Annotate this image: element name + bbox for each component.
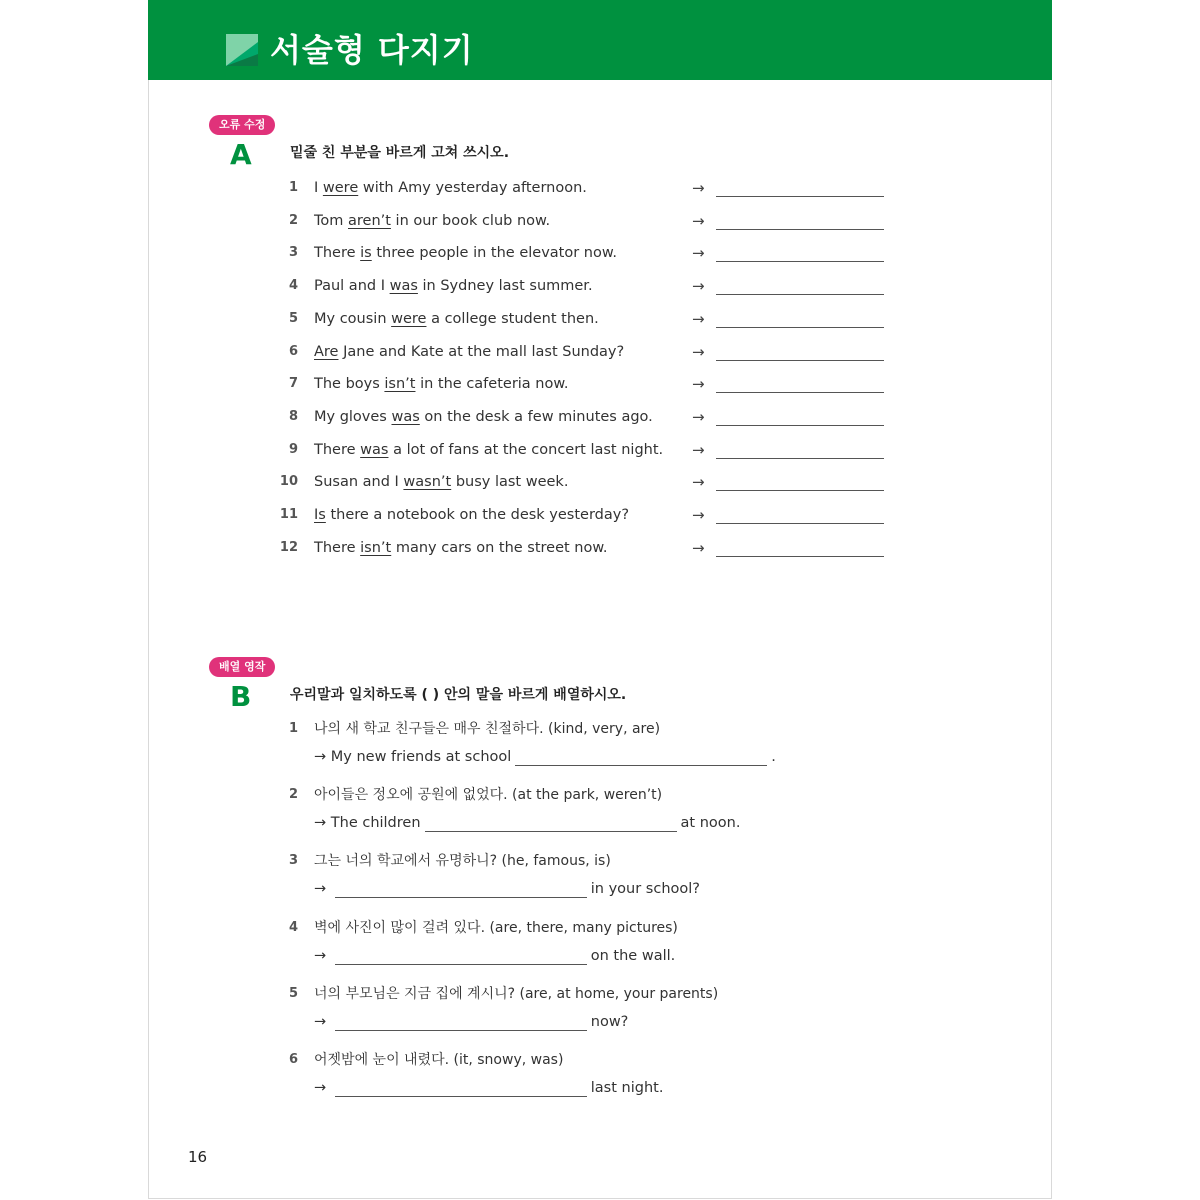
arrow-icon: → <box>314 815 327 832</box>
answer-blank[interactable] <box>716 556 884 557</box>
page-title: 서술형 다지기 <box>270 31 474 69</box>
answer-blank[interactable] <box>425 813 677 832</box>
list-item <box>0 982 1200 1052</box>
arrow-icon: → <box>692 440 705 459</box>
list-item <box>0 274 1200 298</box>
item-sentence: There isn’t many cars on the street now. <box>314 539 608 556</box>
item-sentence: Tom aren’t in our book club now. <box>314 212 551 229</box>
page-number: 16 <box>188 1148 208 1166</box>
item-sentence: The boys isn’t in the cafeteria now. <box>314 376 569 393</box>
item-number: 12 <box>279 539 298 555</box>
section-a-instruction: 밑줄 친 부분을 바르게 고쳐 쓰시오. <box>290 145 510 161</box>
answer-blank[interactable] <box>335 879 587 898</box>
item-number: 4 <box>288 919 298 935</box>
answer-blank[interactable] <box>716 261 884 262</box>
underlined-word: aren’t <box>348 212 391 229</box>
answer-line: → on the wall. <box>314 947 676 964</box>
underlined-word: was <box>389 278 418 295</box>
underlined-word: isn’t <box>384 376 416 393</box>
underlined-word: is <box>360 245 372 262</box>
answer-blank[interactable] <box>716 294 884 295</box>
item-sentence: Is there a notebook on the desk yesterday? <box>314 507 630 523</box>
arrow-icon: → <box>314 749 327 765</box>
section-a-tag: 오류 수정 <box>209 115 275 135</box>
section-a-letter: A <box>230 138 252 171</box>
arrow-icon: → <box>692 473 705 492</box>
answer-blank[interactable] <box>716 196 884 197</box>
list-item <box>0 536 1200 560</box>
arrow-icon: → <box>692 375 705 394</box>
item-number: 2 <box>288 787 298 803</box>
answer-blank[interactable] <box>716 458 884 459</box>
underlined-word: were <box>391 310 427 327</box>
arrow-icon: → <box>692 538 705 557</box>
item-number: 6 <box>288 343 298 359</box>
list-item <box>0 503 1200 527</box>
item-sentence: My cousin were a college student then. <box>314 310 599 327</box>
list-item <box>0 372 1200 396</box>
arrow-icon: → <box>692 342 705 361</box>
item-prompt: 너의 부모님은 지금 집에 계시니? (are, at home, your parents) <box>314 985 719 1002</box>
arrow-icon: → <box>692 179 705 197</box>
underlined-word: were <box>322 180 359 196</box>
list-item <box>0 849 1200 919</box>
item-prompt: 벽에 사진이 많이 걸려 있다. (are, there, many pictures) <box>314 919 678 936</box>
answer-blank[interactable] <box>716 392 884 393</box>
list-item <box>0 340 1200 364</box>
section-b-instruction: 우리말과 일치하도록 ( ) 안의 말을 바르게 배열하시오. <box>290 687 627 703</box>
list-item <box>0 307 1200 331</box>
item-number: 1 <box>288 180 298 195</box>
underlined-word: Is <box>314 507 326 523</box>
item-prompt: 아이들은 정오에 공원에 없었다. (at the park, weren’t) <box>314 787 663 804</box>
underlined-word: wasn’t <box>403 474 452 491</box>
section-b-tag: 배열 영작 <box>209 657 275 677</box>
answer-blank[interactable] <box>716 229 884 230</box>
answer-blank[interactable] <box>716 425 884 426</box>
item-sentence: Paul and I was in Sydney last summer. <box>314 278 593 295</box>
item-number: 7 <box>288 376 298 392</box>
underlined-word: Are <box>314 343 339 360</box>
answer-blank[interactable] <box>335 1078 587 1097</box>
list-item <box>0 241 1200 265</box>
list-item <box>0 438 1200 462</box>
answer-blank[interactable] <box>716 327 884 328</box>
item-number: 4 <box>288 278 298 294</box>
list-item <box>0 717 1200 787</box>
underlined-word: was <box>360 441 389 458</box>
underlined-word: isn’t <box>360 539 392 556</box>
item-sentence: I were with Amy yesterday afternoon. <box>314 180 587 196</box>
arrow-icon: → <box>314 881 327 898</box>
item-number: 11 <box>279 507 298 522</box>
answer-blank[interactable] <box>335 946 587 965</box>
answer-line: → The children at noon. <box>314 815 741 832</box>
item-number: 8 <box>288 408 298 424</box>
list-item <box>0 470 1200 494</box>
answer-line: → in your school? <box>314 881 700 898</box>
section-b-letter: B <box>230 680 252 713</box>
item-sentence: There is three people in the elevator now. <box>314 245 617 262</box>
answer-blank[interactable] <box>335 1012 587 1031</box>
arrow-icon: → <box>692 309 705 328</box>
answer-blank[interactable] <box>716 523 884 524</box>
list-item <box>0 783 1200 853</box>
arrow-icon: → <box>692 244 705 263</box>
item-prompt: 어젯밤에 눈이 내렸다. (it, snowy, was) <box>314 1052 564 1068</box>
arrow-icon: → <box>692 407 705 426</box>
section-logo-icon <box>226 34 258 66</box>
item-number: 2 <box>288 212 298 228</box>
item-sentence: There was a lot of fans at the concert last night. <box>314 441 664 458</box>
item-number: 3 <box>288 853 298 869</box>
list-item <box>0 209 1200 233</box>
item-number: 1 <box>288 721 298 736</box>
answer-line: → now? <box>314 1013 629 1030</box>
item-sentence: Are Jane and Kate at the mall last Sunday? <box>314 343 625 360</box>
item-number: 3 <box>288 245 298 261</box>
arrow-icon: → <box>692 277 705 296</box>
item-number: 9 <box>288 441 298 457</box>
arrow-icon: → <box>692 506 705 524</box>
list-item <box>0 176 1200 200</box>
list-item <box>0 1048 1200 1118</box>
answer-line: → My new friends at school . <box>314 749 776 765</box>
arrow-icon: → <box>314 1080 327 1096</box>
item-prompt: 나의 새 학교 친구들은 매우 친절하다. (kind, very, are) <box>314 721 661 737</box>
list-item <box>0 916 1200 986</box>
item-prompt: 그는 너의 학교에서 유명하니? (he, famous, is) <box>314 853 611 870</box>
item-number: 5 <box>288 310 298 326</box>
arrow-icon: → <box>314 1013 327 1030</box>
list-item <box>0 405 1200 429</box>
item-number: 10 <box>279 474 298 490</box>
item-sentence: My gloves was on the desk a few minutes ago. <box>314 408 653 425</box>
item-number: 6 <box>288 1052 298 1067</box>
answer-blank[interactable] <box>515 747 767 766</box>
underlined-word: was <box>391 408 420 425</box>
item-sentence: Susan and I wasn’t busy last week. <box>314 474 569 491</box>
answer-blank[interactable] <box>716 490 884 491</box>
item-number: 5 <box>288 985 298 1001</box>
answer-line: → last night. <box>314 1080 664 1096</box>
arrow-icon: → <box>314 947 327 964</box>
answer-blank[interactable] <box>716 360 884 361</box>
arrow-icon: → <box>692 211 705 230</box>
